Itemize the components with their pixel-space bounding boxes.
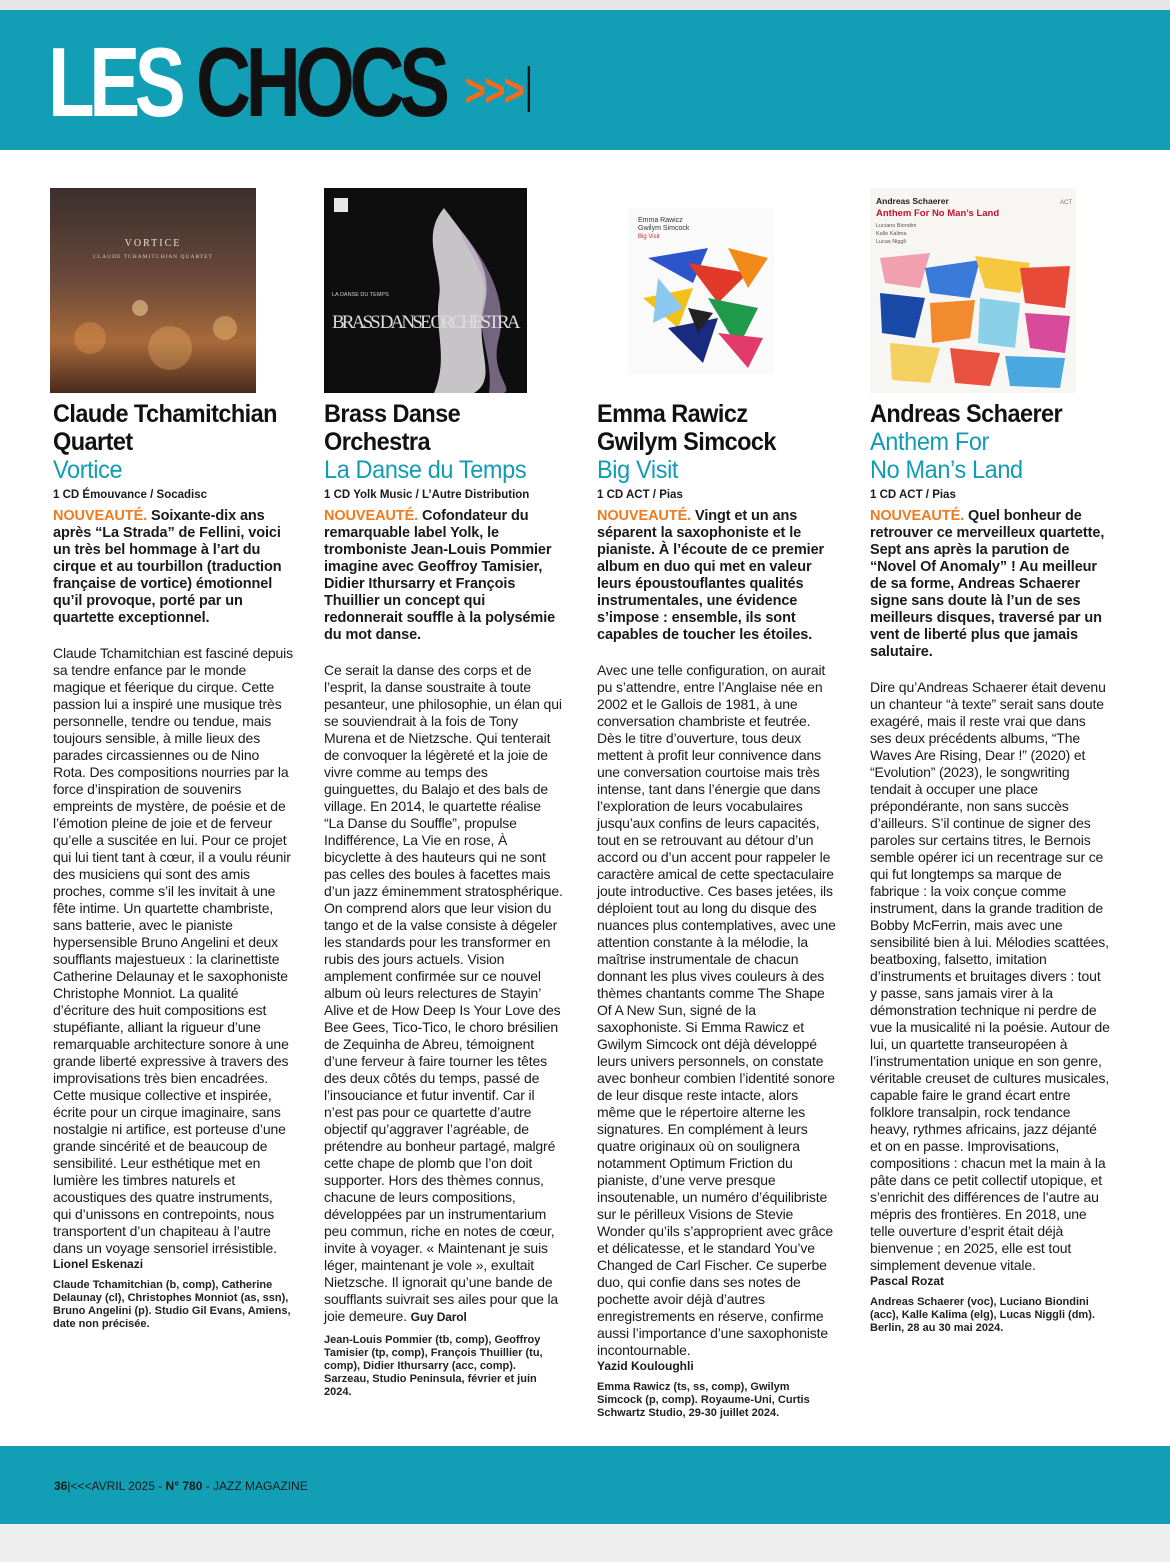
album-title: Big Visit [597, 456, 679, 484]
review-column-1 [53, 400, 293, 1331]
artist-line: Quartet [53, 428, 133, 456]
artist-line: Claude Tchamitchian [53, 400, 277, 428]
review-lede [53, 508, 293, 627]
lede-text: Soixante-dix ans après “La Strada” de Fellini, voici un très bel hommage à l’art du cirque et au tourbillon (traduction française de vortice) émotionnel qu’il provoque, porté par un quartette exceptionnel. [53, 508, 282, 626]
artist-line: Andreas Schaerer [870, 400, 1063, 428]
review-lede [870, 508, 1110, 661]
review-column-3 [597, 400, 837, 1420]
album-cover-vortice [50, 188, 256, 393]
cover-name-1: Luciano Biondini [876, 223, 917, 229]
cover-title-brass: BRASS DANSE ORCHESTRA [332, 312, 520, 333]
album-title: Vortice [53, 456, 123, 484]
review-body: Dire qu’Andreas Schaerer était devenu un chanteur “à texte” serait sans doute exagéré, mais il reste vrai que dans ses deux précédents albums, “The Waves Are Rising, Dear !” (2020) et “Evolution” (2023), le songwriting tendait à occuper une place prépondérante, non sans succès d’ailleurs. S’il continue de signer des paroles sur certains titres, le Bernois semble opérer ici un recentrage sur ce qui fut longtemps sa marque de fabrique : la voix conçue comme instrument, dans la grande tradition de Bobby McFerrin, mais avec une sensibilité bien à lui. Mélodies scattées, beatboxing, falsetto, imitation d’instruments et bruitages divers : tout y passe, sans jamais virer à la démonstration technique ni perdre de vue la musicalité ni la poésie. Autour de lui, un quartette transeuropéen à l’instrumentation unique en son genre, véritable creuset de cultures musicales, capable faire le grand écart entre folklore transalpin, rock tendance heavy, rythmes africains, jazz déjanté et on en passe. Improvisations, compositions : chacun met la main à la pâte dans ce petit collectif utopique, et s’enrichit des différences de l’autre au mépris des frontières. En 2018, une telle ouverture d’esprit était déjà bienvenue ; en 2025, elle est tout simplement devenue vitale. [870, 679, 1110, 1273]
album-cover-brass-danse [324, 188, 527, 393]
cover-art-vortice [50, 188, 256, 393]
review-author: Yazid Kouloughli [597, 1359, 694, 1373]
musician-credits: Claude Tchamitchian (b, comp), Catherine Delaunay (cl), Christophes Monniot (as, ssn), Bruno Angelini (p). Studio Gil Evans, Amiens, date non précisée. [53, 1279, 291, 1330]
artist-line: Gwilym Simcock [597, 428, 776, 456]
cover-subtitle-brass: LA DANSE DU TEMPS [332, 292, 389, 298]
album-title [870, 428, 1096, 484]
magazine-name: - JAZZ MAGAZINE [202, 1479, 308, 1493]
cover-art-brass-danse [324, 188, 527, 393]
cover-subtitle-vortice: CLAUDE TCHAMITCHIAN QUARTET [93, 254, 213, 260]
musician-credits: Emma Rawicz (ts, ss, comp), Gwilym Simcock (p, comp). Royaume-Uni, Curtis Schwartz Studio, 29-30 juillet 2024. [597, 1381, 810, 1419]
review-lede [324, 508, 564, 644]
review-author: Pascal Rozat [870, 1274, 945, 1288]
album-cover-anthem [870, 188, 1076, 393]
cover-album-anthem: Anthem For No Man’s Land [876, 208, 1000, 219]
musician-credits: Andreas Schaerer (voc), Luciano Biondini (acc), Kalle Kalima (elg), Lucas Niggli (dm). Berlin, 28 au 30 mai 2024. [870, 1296, 1095, 1334]
page-footer [54, 1479, 308, 1493]
album-cover-big-visit [598, 188, 802, 393]
cover-name-emma: Emma Rawicz [638, 217, 683, 224]
cover-art-anthem [870, 188, 1076, 393]
lede-text: Cofondateur du remarquable label Yolk, le tromboniste Jean-Louis Pommier imagine avec Geoffroy Tamisier, Didier Ithursarry et François Thuillier un concept qui redonnerait souffle à la polysémie du mot danse. [324, 508, 556, 643]
record-label: 1 CD ACT / Pias [597, 489, 683, 501]
artist-name [597, 400, 823, 456]
nouveaute-tag: NOUVEAUTÉ. [870, 508, 965, 524]
album-title: La Danse du Temps [324, 456, 527, 484]
album-line: No Man’s Land [870, 456, 1023, 484]
review-column-2 [324, 400, 564, 1399]
cover-title-vortice: VORTICE [124, 238, 182, 249]
review-author: Lionel Eskenazi [53, 1257, 144, 1271]
cover-name-2: Kalle Kalima [876, 231, 907, 237]
section-header [0, 10, 1170, 150]
artist-name [870, 400, 1096, 428]
artist-line: Emma Rawicz [597, 400, 748, 428]
top-strip [0, 0, 1170, 10]
lede-text: Vingt et un ans séparent la saxophoniste et le pianiste. À l’écoute de ce premier album en duo qui met en valeur leurs époustouflantes qualités instrumentales, une évidence s’impose : ensemble, ils sont capables de toucher les étoiles. [597, 508, 825, 643]
review-body: Claude Tchamitchian est fasciné depuis sa tendre enfance par le monde magique et féerique du cirque. Cette passion lui a inspiré une musique très personnelle, tendre ou tendue, mais toujours sensible, à mille lieux des parades circassiennes ou de Nino Rota. Des compositions nourries par la force d’inspiration de souvenirs empreints de mystère, de poésie et de l’émotion pleine de joie et de ferveur qu’elle a suscitée en lui. Pour ce projet qui lui tient tant à cœur, il a voulu réunir des musiciens qui sont des amis proches, comme s’il les invitait à une fête intime. Un quartette chambriste, sans batterie, avec le pianiste hypersensible Bruno Angelini et deux soufflants majestueux : la clarinettiste Catherine Delaunay et le saxophoniste Christophe Monniot. La qualité d’écriture des huit compositions est stupéfiante, alliant la rigueur d’une remarquable architecture sonore à une grande liberté expressive à travers des improvisations très bien encadrées. Cette musique collective et inspirée, écrite pour un cirque imaginaire, sans nostalgie ni artifice, est porteuse d’une grande sincérité et de beaucoup de sensibilité. Leur esthétique met en lumière les timbres naturels et acoustiques des quatre instruments, qui d’unissons en contrepoints, nous transportent d’un chapiteau à l’autre dans un voyage sensoriel irrésistible. [53, 645, 293, 1256]
musician-credits: Jean-Louis Pommier (tb, comp), Geoffroy Tamisier (tp, comp), François Thuillier (tu, comp), Didier Ithursarry (acc, comp). Sarzeau, Studio Peninsula, février et juin 2024. [324, 1334, 543, 1398]
review-author: Guy Darol [410, 1310, 467, 1324]
record-label: 1 CD ACT / Pias [870, 489, 956, 501]
artist-line: Brass Danse [324, 400, 461, 428]
artist-line: Orchestra [324, 428, 430, 456]
title-bar [528, 66, 530, 112]
cover-name-gwilym: Gwilym Simcock [638, 225, 690, 232]
page-number: 36 [54, 1479, 68, 1493]
title-word-chocs: CHOCS [195, 27, 445, 137]
section-title [48, 22, 530, 160]
album-line: Anthem For [870, 428, 990, 456]
body-text: Ce serait la danse des corps et de l’esprit, la danse soustraite à toute pesanteur, une philosophie, un élan qui se souviendrait à la fois de Tony Murena et de Nietzsche. Qui tenterait de convoquer la légèreté et la joie de vivre comme au temps des guinguettes, du Balajo et des bals de village. En 2014, le quartette réalise “La Danse du Souffle”, propulse Indifférence, La Vie en rose, À bicyclette à des hauteurs qui ne sont pas celles des boules à facettes mais d’un jazz éminemment stratosphérique. On comprend alors que leur vision du tango et de la valse consiste à dégeler les standards pour les transformer en rubis des jours actuels. Vision amplement confirmée sur ce nouvel album où leurs relectures de Stayin’ Alive et de How Deep Is Your Love des Bee Gees, Tico-Tico, le choro brésilien de Zequinha de Abreu, témoignent d’une ferveur à faire tourner les têtes des deux côtés du temps, passé de l’insouciance et futur inventif. Car il n’est pas pour ce quartette d’autre objectif qu’aggraver l’agréable, de prétendre au bonheur partagé, malgré cette chape de plomb que l’on doit supporter. Hors des thèmes connus, chacune de leurs compositions, développées par un instrumentarium peu commun, riche en notes de cœur, invite à voyager. « Maintenant je suis léger, maintenant je vole », exultait Nietzsche. Il ignorait qu’une bande de soufflants suivrait ses ailes pour que la joie demeure. [324, 662, 563, 1324]
cover-tag-act: ACT [1060, 200, 1072, 206]
footer-arrows: |<<< [67, 1479, 92, 1493]
cover-artist-anthem: Andreas Schaerer [876, 196, 949, 206]
cover-art-big-visit [598, 188, 802, 393]
issue-number: N° 780 [165, 1479, 203, 1493]
record-label: 1 CD Émouvance / Socadisc [53, 489, 208, 501]
title-arrows: >>> [464, 64, 524, 116]
footer-separator: - [154, 1479, 166, 1493]
bottom-strip [0, 1524, 1170, 1562]
review-column-4 [870, 400, 1110, 1335]
cover-tag-bigvisit: Big Visit [638, 234, 660, 240]
footer-date: AVRIL 2025 [91, 1479, 155, 1493]
nouveaute-tag: NOUVEAUTÉ. [597, 508, 692, 524]
review-lede [597, 508, 837, 644]
review-body [324, 662, 564, 1326]
record-label: 1 CD Yolk Music / L’Autre Distribution [324, 489, 530, 501]
artist-name [324, 400, 550, 456]
artist-name [53, 400, 279, 456]
cover-name-3: Lucas Niggli [876, 239, 906, 245]
lede-text: Quel bonheur de retrouver ce merveilleux quartette, Sept ans après la parution de “Novel Of Anomaly” ! Au meilleur de sa forme, Andreas Schaerer signe sans doute là l’un de ses meilleurs disques, traversé par un vent de liberté plus que jamais salutaire. [870, 508, 1105, 660]
nouveaute-tag: NOUVEAUTÉ. [324, 508, 419, 524]
nouveaute-tag: NOUVEAUTÉ. [53, 508, 148, 524]
title-word-les: LES [48, 27, 181, 137]
review-body: Avec une telle configuration, on aurait pu s’attendre, entre l’Anglaise née en 2002 et le Gallois de 1981, à une conversation chambriste et feutrée. Dès le titre d’ouverture, tous deux mettent à profit leur connivence dans une conversation courtoise mais très intense, tant dans l’énergie que dans l’exploration de leurs vocabulaires jusqu’aux confins de leurs capacités, tout en se retrouvant au détour d’un accord ou d’un accent pour rappeler le caractère amical de cette spectaculaire joute introductive. Ces bases jetées, ils déploient tout au long du disque des nuances plus contemplatives, avec une attention constante à la mélodie, la maîtrise instrumentale de chacun donnant les plus vives couleurs à des thèmes chantants comme The Shape Of A New Sun, signé de la saxophoniste. Si Emma Rawicz et Gwilym Simcock ont déjà développé leurs univers personnels, on constate avec bonheur combien l’identité sonore de leur disque reste intacte, alors même que le répertoire alterne les signatures. En complément à leurs quatre originaux où on soulignera notamment Optimum Friction du pianiste, d’une verve presque insoutenable, un numéro d’équilibriste sur le périlleux Visions de Stevie Wonder qu’ils s’approprient avec grâce et délicatesse, et le standard You’ve Changed de Carl Fischer. Ce superbe duo, qui confie dans ses notes de pochette avoir déjà d’autres enregistrements en réserve, confirme aussi l’importance d’une saxophoniste incontournable. [597, 662, 836, 1358]
